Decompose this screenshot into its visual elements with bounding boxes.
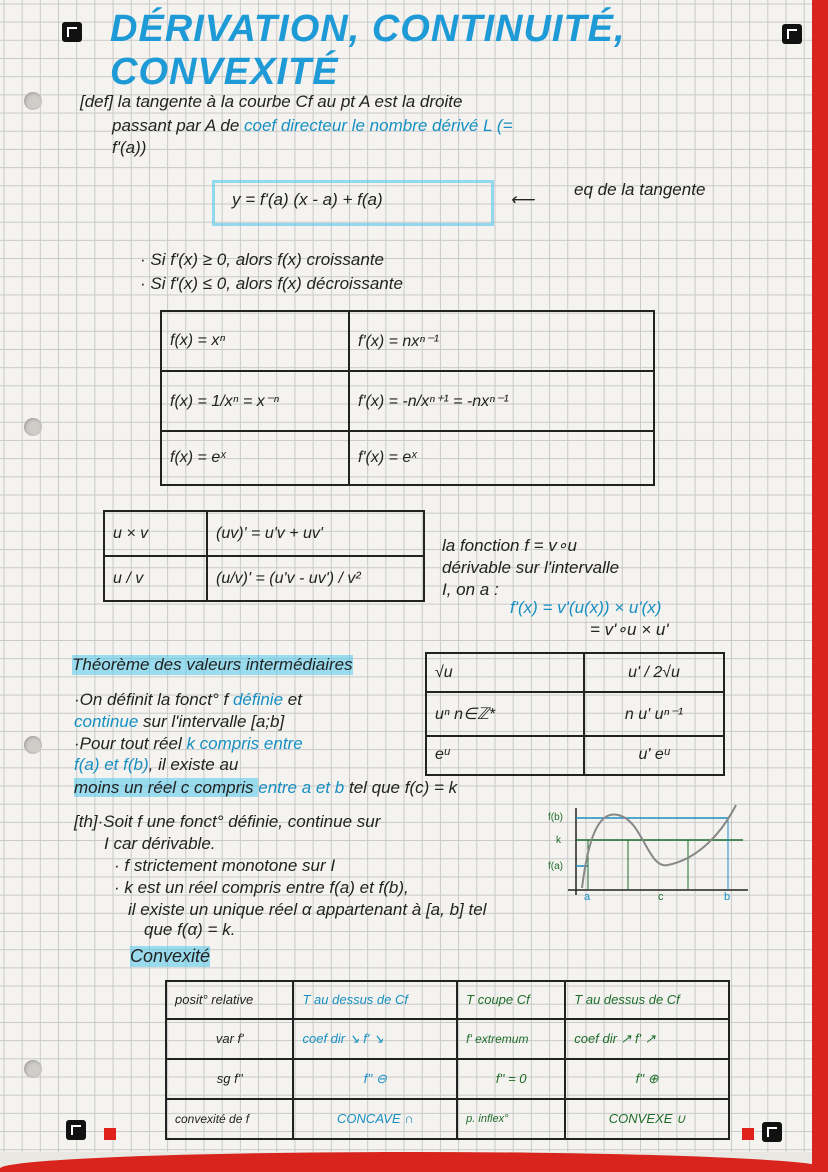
table-row xyxy=(104,556,424,601)
tvi-line xyxy=(74,755,238,775)
table-cell: (uv)' = u'v + uv' xyxy=(207,511,424,556)
table-row xyxy=(161,311,654,371)
table-row xyxy=(161,371,654,431)
table-cell: (u/v)' = (u'v - uv') / v² xyxy=(207,556,424,601)
composition-formula: f'(x) = v'(u(x)) × u'(x) xyxy=(510,598,662,617)
tvi-text: tel que f(c) = k xyxy=(344,778,458,797)
convexity-table xyxy=(165,980,730,1140)
red-marker xyxy=(104,1128,116,1140)
punch-hole xyxy=(24,418,42,436)
graph-label: k xyxy=(556,835,561,846)
composition-formula: = v'∘u × u' xyxy=(590,620,669,639)
graph-label: b xyxy=(724,891,731,900)
theorem-line: il existe un unique réel α appartenant à [a, b] tel xyxy=(128,900,487,919)
table-cell: T au dessus de Cf xyxy=(565,981,729,1019)
table-cell: var f' xyxy=(166,1019,293,1059)
theorem-line: [th]·Soit f une fonct° définie, continue sur xyxy=(74,812,381,831)
graph-label: a xyxy=(584,891,591,900)
table-cell: sg f'' xyxy=(166,1059,293,1099)
operations-table xyxy=(103,510,425,602)
tvi-heading: Théorème des valeurs intermédiaires xyxy=(72,655,353,674)
table-cell: f(x) = eˣ xyxy=(161,431,349,485)
tvi-text: et xyxy=(283,690,302,709)
rule-increasing: · Si f'(x) ≥ 0, alors f(x) croissante xyxy=(140,250,385,269)
definition-text: passant par A de xyxy=(112,116,244,135)
graph-label: f(a) xyxy=(548,861,563,872)
binder-edge-right xyxy=(812,0,828,1172)
table-cell: CONVEXE ∪ xyxy=(565,1099,729,1139)
table-cell: CONCAVE ∩ xyxy=(293,1099,457,1139)
theorem-line: · k est un réel compris entre f(a) et f(b), xyxy=(114,878,409,897)
table-cell: n u' uⁿ⁻¹ xyxy=(584,692,724,735)
tangent-equation: y = f'(a) (x - a) + f(a) xyxy=(232,190,383,209)
equation-note: eq de la tangente xyxy=(574,180,706,199)
table-cell: convexité de f xyxy=(166,1099,293,1139)
table-cell: eᵘ xyxy=(426,736,584,775)
theorem-line: que f(α) = k. xyxy=(144,920,236,939)
theorem-line: I car dérivable. xyxy=(104,834,216,853)
composed-derivatives-table xyxy=(425,652,725,776)
table-row xyxy=(426,736,724,775)
composition-line: dérivable sur l'intervalle xyxy=(442,558,620,577)
ivt-graph xyxy=(548,800,758,900)
tvi-text-blue: définie xyxy=(232,690,284,709)
tvi-text: , il existe au xyxy=(148,755,239,774)
tvi-line xyxy=(74,734,303,754)
tvi-line xyxy=(74,778,457,798)
table-cell: f(x) = xⁿ xyxy=(161,311,349,371)
corner-mark-icon xyxy=(66,1120,86,1140)
tvi-text: ·On définit la fonct° f xyxy=(74,690,233,709)
table-cell: f'(x) = -n/xⁿ⁺¹ = -nxⁿ⁻¹ xyxy=(349,371,654,431)
table-cell: u × v xyxy=(104,511,207,556)
arrow-left-icon: ⟵ xyxy=(510,190,535,209)
punch-hole xyxy=(24,92,42,110)
table-cell: f'(x) = eˣ xyxy=(349,431,654,485)
rule-decreasing: · Si f'(x) ≤ 0, alors f(x) décroissante xyxy=(140,274,403,293)
table-cell: f'' ⊕ xyxy=(565,1059,729,1099)
table-cell: T coupe Cf xyxy=(457,981,565,1019)
tvi-line xyxy=(74,690,302,710)
tvi-text-blue: f(a) et f(b) xyxy=(74,755,149,774)
tvi-text-blue: entre a et b xyxy=(258,778,345,797)
table-row xyxy=(166,1059,729,1099)
graph-label: c xyxy=(658,891,664,900)
table-row xyxy=(166,981,729,1019)
composition-line: I, on a : xyxy=(442,580,499,599)
table-cell: f' extremum xyxy=(457,1019,565,1059)
table-cell: f'(x) = nxⁿ⁻¹ xyxy=(349,311,654,371)
table-cell: p. inflex° xyxy=(457,1099,565,1139)
table-cell: u / v xyxy=(104,556,207,601)
table-row xyxy=(426,653,724,692)
table-cell: f'' ⊖ xyxy=(293,1059,457,1099)
tvi-text: sur l'intervalle [a;b] xyxy=(138,712,285,731)
table-cell: u' eᵘ xyxy=(584,736,724,775)
derivatives-table xyxy=(160,310,655,486)
page-title: DÉRIVATION, CONTINUITÉ, CONVEXITÉ xyxy=(110,8,626,93)
tvi-text: moins un réel c compris xyxy=(74,778,259,797)
table-row xyxy=(161,431,654,485)
table-row xyxy=(426,692,724,735)
theorem-line: · f strictement monotone sur I xyxy=(114,856,336,875)
table-cell: f(x) = 1/xⁿ = x⁻ⁿ xyxy=(161,371,349,431)
tvi-line xyxy=(74,712,284,732)
corner-mark-icon xyxy=(762,1122,782,1142)
table-cell: coef dir ↗ f' ↗ xyxy=(565,1019,729,1059)
punch-hole xyxy=(24,1060,42,1078)
table-cell: posit° relative xyxy=(166,981,293,1019)
definition-line: [def] la tangente à la courbe Cf au pt A est la droite xyxy=(80,92,463,111)
tvi-text-blue: k compris entre xyxy=(186,734,303,753)
tvi-text: ·Pour tout réel xyxy=(74,734,187,753)
graph-label: f(b) xyxy=(548,812,563,823)
red-marker xyxy=(742,1128,754,1140)
corner-mark-icon xyxy=(62,22,82,42)
table-row xyxy=(166,1099,729,1139)
table-cell: f'' = 0 xyxy=(457,1059,565,1099)
table-cell: u' / 2√u xyxy=(584,653,724,692)
table-cell: coef dir ↘ f' ↘ xyxy=(293,1019,457,1059)
table-row xyxy=(104,511,424,556)
tvi-text-blue: continue xyxy=(74,712,139,731)
table-cell: T au dessus de Cf xyxy=(293,981,457,1019)
convexity-heading: Convexité xyxy=(130,946,211,966)
definition-line xyxy=(112,116,513,136)
definition-line: f'(a)) xyxy=(112,138,147,157)
punch-hole xyxy=(24,736,42,754)
table-cell: uⁿ n∈ℤ* xyxy=(426,692,584,735)
table-cell: √u xyxy=(426,653,584,692)
table-row xyxy=(166,1019,729,1059)
binder-edge-bottom xyxy=(0,1152,828,1172)
composition-line: la fonction f = v∘u xyxy=(442,536,577,555)
definition-text-blue: coef directeur le nombre dérivé L (= xyxy=(244,116,513,135)
